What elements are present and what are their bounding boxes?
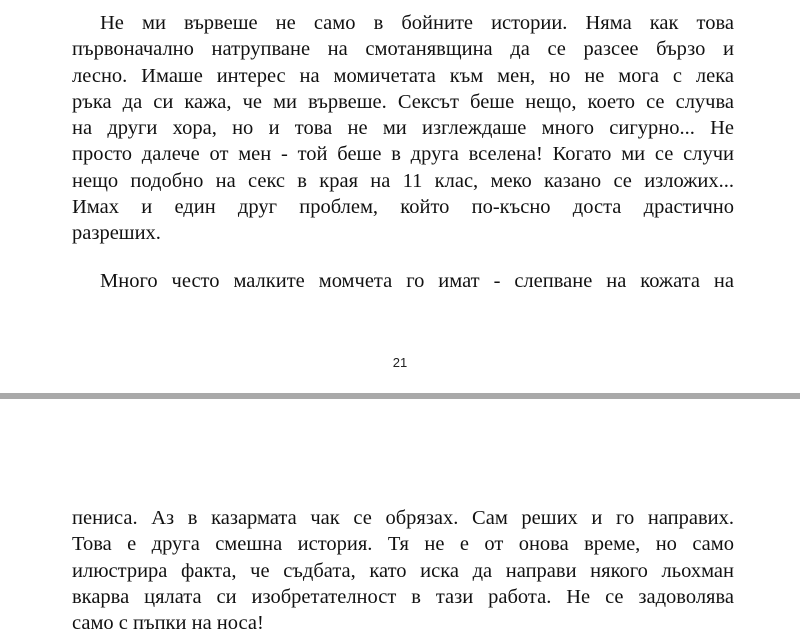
paragraph-boys [72,268,734,294]
text-line: ръка да си кажа, че ми вървеше. Сексът беше нещо, което се случва [72,90,734,113]
text-line: лесно. Имаше интерес на момичетата към мен, но не мога с лека [72,64,734,87]
text-line: нещо подобно на секс в края на 11 клас, меко казано се изложих... [72,169,734,192]
document-page-bottom [0,402,800,642]
text-line: Това е друга смешна история. Тя не е от онова време, но само [72,533,734,556]
text-line: разреших. [72,222,161,245]
text-line: Имах и един друг проблем, който по-късно доста драстично [72,196,734,219]
text-line: просто далече от мен - той беше в друга вселена! Когато ми се случи [72,143,734,166]
text-line: пениса. Аз в казармата чак се обрязах. Сам реших и го направих. [72,507,734,529]
page-number: 21 [392,355,408,370]
paragraph-continuation [72,505,734,636]
text-line: Много често малките момчета го имат - слепване на кожата на [100,270,734,292]
separator-bar [0,393,800,399]
text-line: вкарва цялата си изобретателност в тази работа. Не се задоволява [72,585,734,608]
text-line: Не ми вървеше не само в бойните истории. Няма как това [100,12,734,34]
page-separator [0,392,800,402]
text-line: първоначално натрупване на смотанявщина да се разсее бързо и [72,38,734,61]
text-line: илюстрира факта, че съдбата, като иска да направи някого льохман [72,559,734,582]
text-line: само с пъпки на носа! [72,612,264,635]
text-line: на други хора, но и това не ми изглеждаше много сигурно... Не [72,117,734,140]
paragraph-bad-luck [72,10,734,247]
